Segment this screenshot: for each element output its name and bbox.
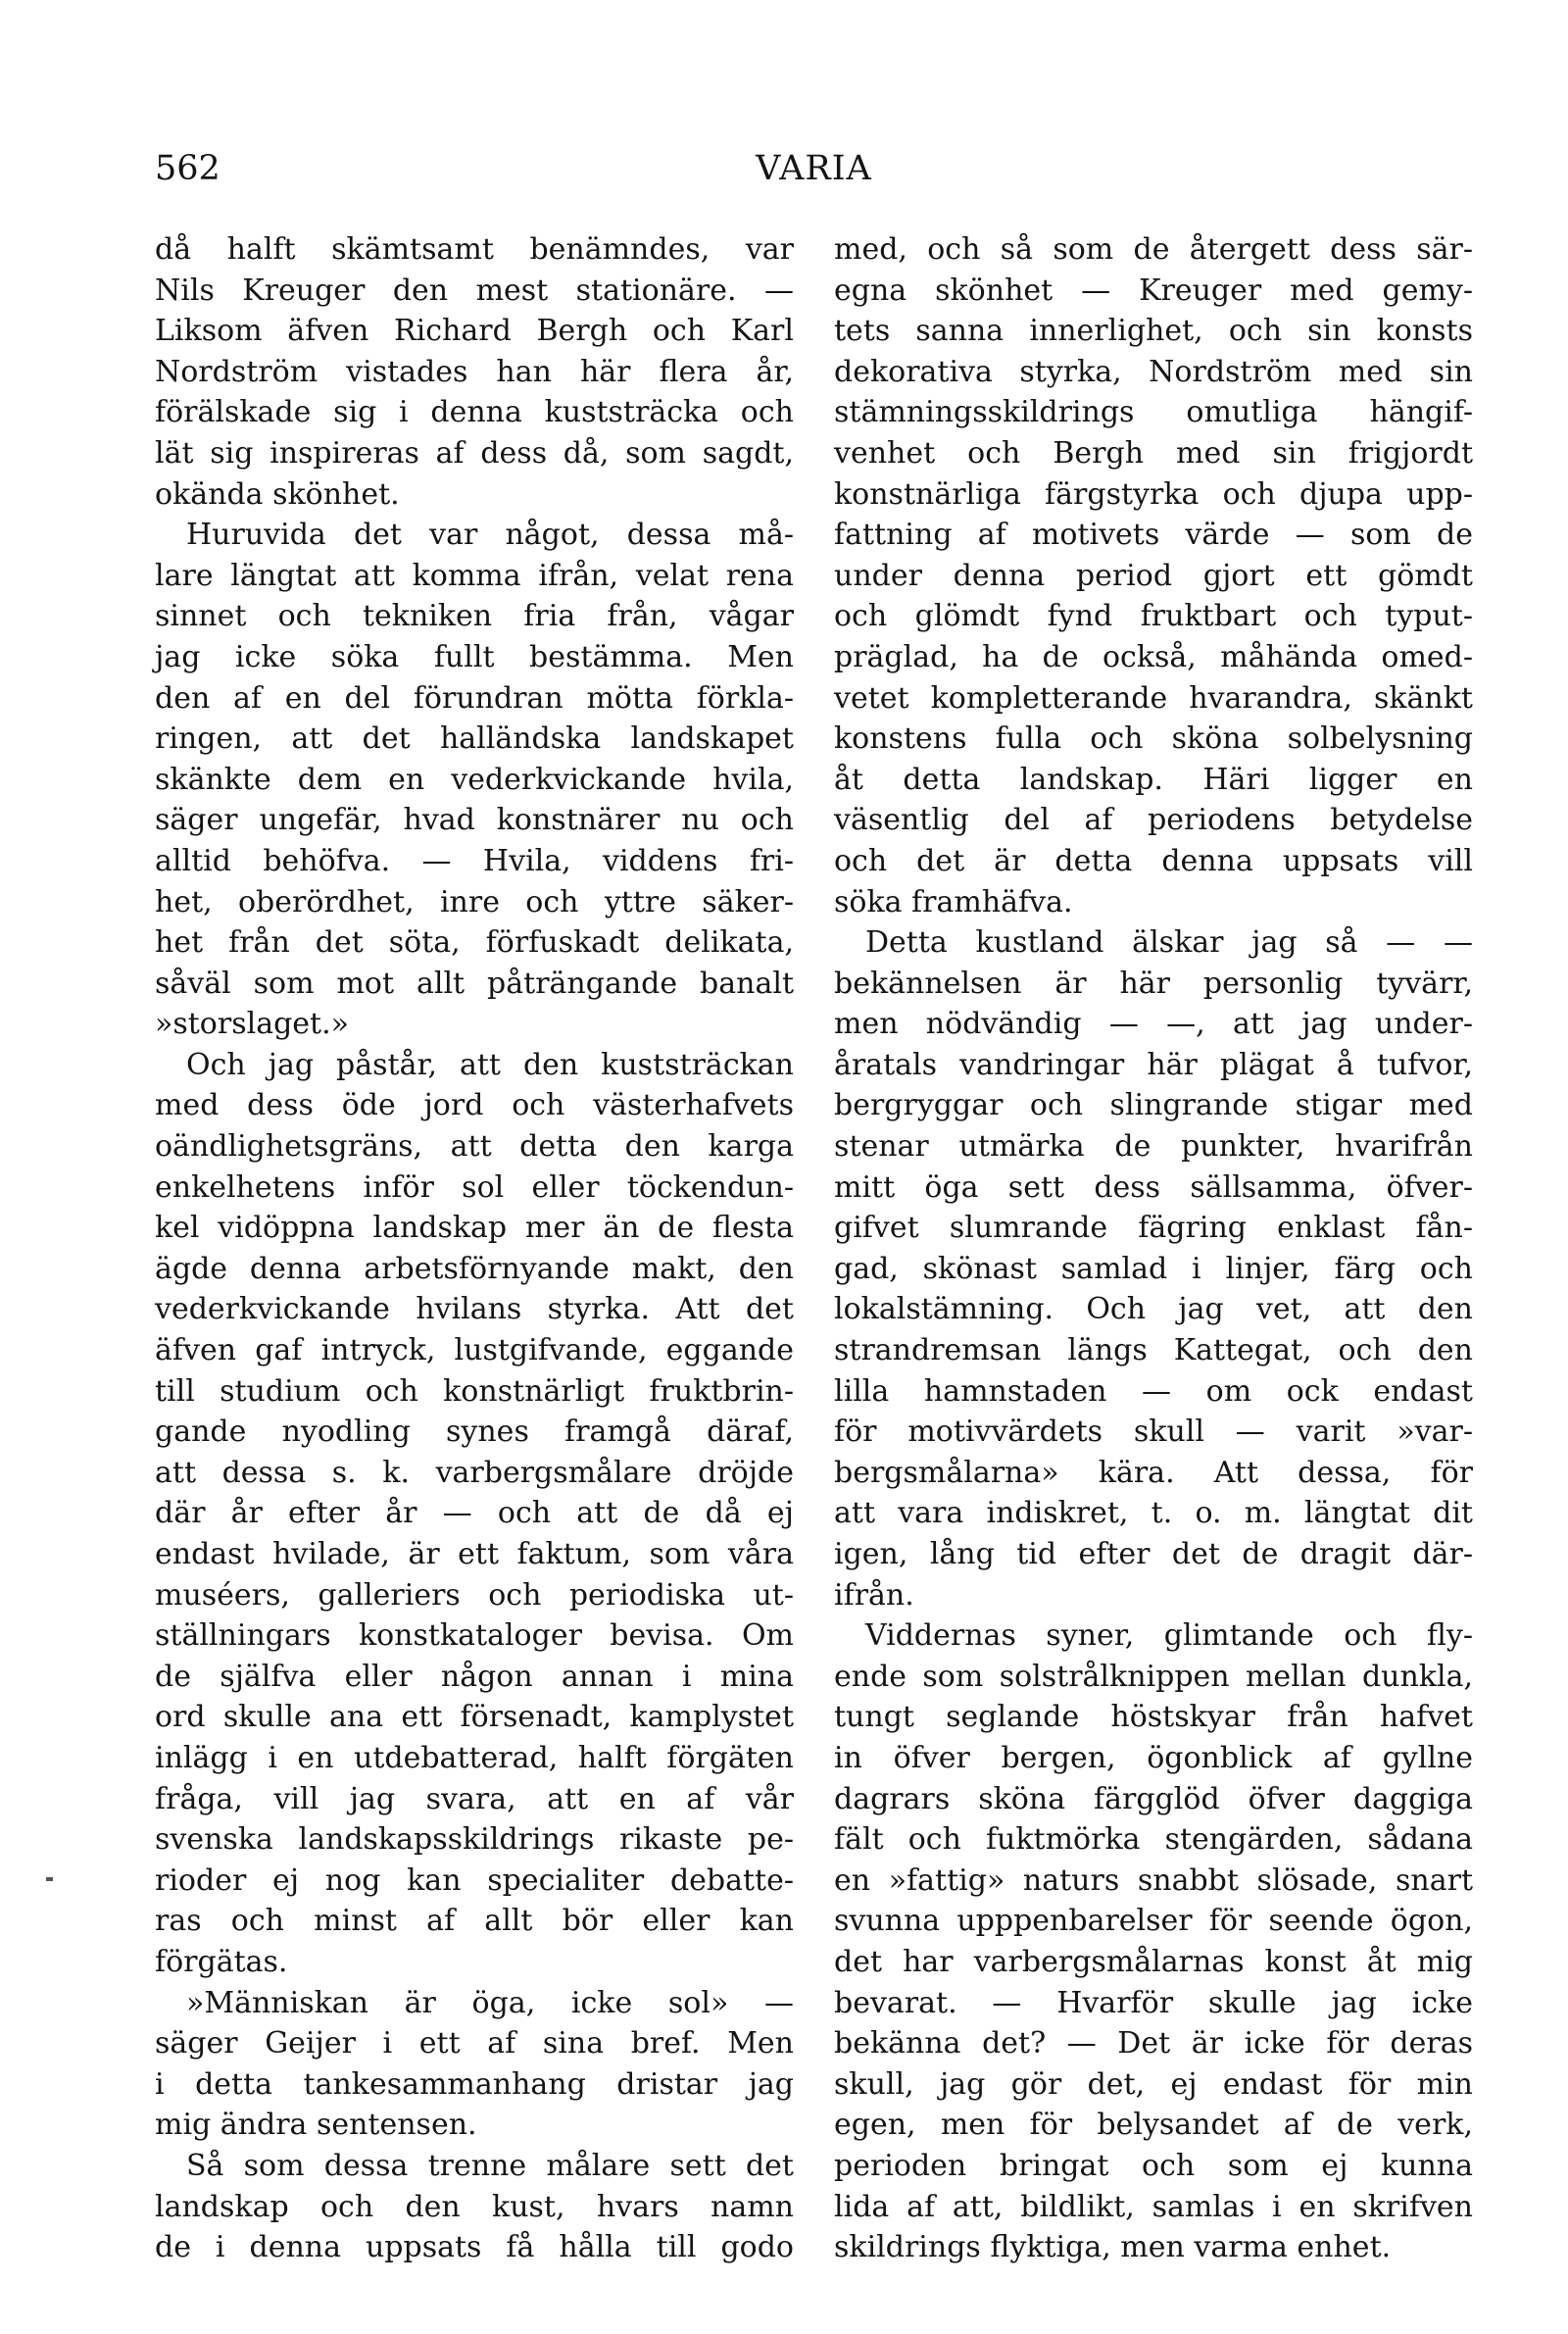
text-line: svunna upppenbarelser för seende ögon, <box>834 1904 1473 1939</box>
text-line: till studium och konstnärligt fruktbrin- <box>155 1373 794 1409</box>
text-line: bergryggar och slingrande stigar med <box>834 1088 1473 1123</box>
text-line: skänkte dem en vederkvickande hvila, <box>155 762 794 797</box>
text-line: dekorativa styrka, Nordström med sin <box>834 354 1473 389</box>
text-line: åratals vandringar här plägat å tufvor, <box>834 1047 1473 1082</box>
text-line: bergsmålarna» kära. Att dessa, för <box>834 1455 1473 1490</box>
text-line: Nils Kreuger den mest stationäre. — <box>155 273 794 308</box>
text-line: mitt öga sett dess sällsamma, öfver- <box>834 1169 1473 1205</box>
text-line: »Människan är öga, icke sol» — <box>186 1985 794 2020</box>
text-line: säger Geijer i ett af sina bref. Men <box>155 2026 794 2061</box>
text-line: ord skulle ana ett försenadt, kamplystet <box>155 1700 794 1735</box>
text-line: vetet kompletterande hvarandra, skänkt <box>834 680 1473 716</box>
text-line: muséers, galleriers och periodiska ut- <box>155 1577 794 1613</box>
text-line: konstnärliga färgstyrka och djupa upp- <box>834 476 1473 512</box>
text-line: i detta tankesammanhang dristar jag <box>155 2066 794 2102</box>
text-line: stämningsskildrings omutliga hängif- <box>834 395 1473 430</box>
text-line: då halft skämtsamt benämndes, var <box>155 232 794 267</box>
text-line: Så som dessa trenne målare sett det <box>186 2148 794 2183</box>
text-line: en »fattig» naturs snabbt slösade, snart <box>834 1862 1473 1898</box>
text-line: söka framhäfva. <box>834 884 1073 919</box>
text-line: landskap och den kust, hvars namn <box>155 2189 794 2224</box>
text-line: ställningars konstkataloger bevisa. Om <box>155 1618 794 1654</box>
text-line: väsentlig del af periodens betydelse <box>834 803 1473 838</box>
text-line: för motivvärdets skull — varit »var- <box>834 1415 1473 1450</box>
text-line: förgätas. <box>155 1944 288 1979</box>
text-line: Viddernas syner, glimtande och fly- <box>865 1618 1473 1654</box>
text-line: förälskade sig i denna kuststräcka och <box>155 395 794 430</box>
text-line: det har varbergsmålarnas konst åt mig <box>834 1944 1473 1979</box>
page-header <box>155 149 1473 198</box>
running-head: VARIA <box>756 149 872 188</box>
text-line: lare längtat att komma ifrån, velat rena <box>155 558 794 593</box>
text-line: ende som solstrålknippen mellan dunkla, <box>834 1659 1473 1694</box>
text-line: stenar utmärka de punkter, hvarifrån <box>834 1129 1473 1165</box>
text-line: skildrings flyktiga, men varma enhet. <box>834 2230 1392 2265</box>
text-line: Detta kustland älskar jag så — — <box>865 925 1473 961</box>
text-line: alltid behöfva. — Hvila, viddens fri- <box>155 843 794 878</box>
text-column-right <box>834 229 1473 2268</box>
text-line: den af en del förundran mötta förkla- <box>155 680 794 716</box>
text-line: skull, jag gör det, ej endast för min <box>834 2066 1473 2102</box>
text-line: venhet och Bergh med sin frigjordt <box>834 435 1473 471</box>
text-line: de i denna uppsats få hålla till godo <box>155 2230 794 2265</box>
text-line: oändlighetsgräns, att detta den karga <box>155 1129 794 1165</box>
text-line: och glömdt fynd fruktbart och typut- <box>834 599 1473 634</box>
text-line: vederkvickande hvilans styrka. Att det <box>155 1292 794 1327</box>
text-line: såväl som mot allt påträngande banalt <box>155 966 794 1001</box>
text-line: lokalstämning. Och jag vet, att den <box>834 1292 1473 1327</box>
text-line: dagrars sköna färgglöd öfver daggiga <box>834 1781 1473 1816</box>
text-line: egen, men för belysandet af de verk, <box>834 2108 1473 2143</box>
text-line: men nödvändig — —, att jag under- <box>834 1007 1473 1042</box>
text-line: gad, skönast samlad i linjer, färg och <box>834 1251 1473 1286</box>
text-line: med dess öde jord och västerhafvets <box>155 1088 794 1123</box>
text-line: bevarat. — Hvarför skulle jag icke <box>834 1985 1473 2020</box>
text-line: äfven gaf intryck, lustgifvande, eggande <box>155 1333 794 1368</box>
text-line: där år efter år — och att de då ej <box>155 1496 794 1531</box>
text-line: ras och minst af allt bör eller kan <box>155 1904 794 1939</box>
text-line: tungt seglande höstskyar från hafvet <box>834 1700 1473 1735</box>
text-line: mig ändra sentensen. <box>155 2108 477 2143</box>
text-line: att vara indiskret, t. o. m. längtat dit <box>834 1496 1473 1531</box>
text-line: fråga, vill jag svara, att en af vår <box>155 1781 794 1816</box>
text-line: ägde denna arbetsförnyande makt, den <box>155 1251 794 1286</box>
text-line: sinnet och tekniken fria från, vågar <box>155 599 794 634</box>
text-line: säger ungefär, hvad konstnärer nu och <box>155 803 794 838</box>
text-line: endast hvilade, är ett faktum, som våra <box>155 1537 794 1571</box>
text-line: lilla hamnstaden — om ock endast <box>834 1373 1473 1409</box>
text-line: kel vidöppna landskap mer än de flesta <box>155 1211 794 1246</box>
text-line: svenska landskapsskildrings rikaste pe- <box>155 1822 794 1858</box>
text-line: egna skönhet — Kreuger med gemy- <box>834 273 1473 308</box>
text-line: Nordström vistades han här flera år, <box>155 354 794 389</box>
text-line: präglad, ha de också, måhända omed- <box>834 639 1473 674</box>
text-line: fattning af motivets värde — som de <box>834 518 1473 553</box>
text-line: gifvet slumrande fägring enklast fån- <box>834 1211 1473 1246</box>
text-line: perioden bringat och som ej kunna <box>834 2148 1473 2183</box>
text-line: igen, lång tid efter det de dragit där- <box>834 1537 1473 1571</box>
text-line: jag icke söka fullt bestämma. Men <box>155 639 794 674</box>
text-line: bekännelsen är här personlig tyvärr, <box>834 966 1473 1001</box>
text-line: in öfver bergen, ögonblick af gyllne <box>834 1740 1473 1775</box>
text-line: rioder ej nog kan specialiter debatte- <box>155 1862 794 1898</box>
text-line: Liksom äfven Richard Bergh och Karl <box>155 314 794 349</box>
text-line: okända skönhet. <box>155 476 400 512</box>
text-line: bekänna det? — Det är icke för deras <box>834 2026 1473 2061</box>
text-line: strandremsan längs Kattegat, och den <box>834 1333 1473 1368</box>
text-line: med, och så som de återgett dess sär- <box>834 232 1473 267</box>
text-column-left <box>155 229 794 2268</box>
text-line: het från det söta, förfuskadt delikata, <box>155 925 794 961</box>
text-line: Huruvida det var något, dessa må- <box>186 518 794 553</box>
text-line: lät sig inspireras af dess då, som sagdt, <box>155 435 794 471</box>
text-line: åt detta landskap. Häri ligger en <box>834 762 1473 797</box>
margin-mark <box>46 1877 53 1881</box>
text-line: »storslaget.» <box>155 1007 349 1042</box>
text-line: het, oberördhet, inre och yttre säker- <box>155 884 794 919</box>
text-line: Och jag påstår, att den kuststräckan <box>186 1047 794 1082</box>
text-line: under denna period gjort ett gömdt <box>834 558 1473 593</box>
text-line: ifrån. <box>834 1577 914 1613</box>
text-line: fält och fuktmörka stengärden, sådana <box>834 1822 1473 1858</box>
text-line: gande nyodling synes framgå däraf, <box>155 1415 794 1450</box>
text-line: de själfva eller någon annan i mina <box>155 1659 794 1694</box>
text-line: ringen, att det halländska landskapet <box>155 721 794 757</box>
text-line: konstens fulla och sköna solbelysning <box>834 721 1473 757</box>
text-line: lida af att, bildlikt, samlas i en skrifven <box>834 2189 1473 2224</box>
text-line: enkelhetens inför sol eller töckendun- <box>155 1169 794 1205</box>
text-line: att dessa s. k. varbergsmålare dröjde <box>155 1455 794 1490</box>
text-line: tets sanna innerlighet, och sin konsts <box>834 314 1473 349</box>
text-line: inlägg i en utdebatterad, halft förgäten <box>155 1740 794 1775</box>
page-number: 562 <box>155 149 220 188</box>
text-line: och det är detta denna uppsats vill <box>834 843 1473 878</box>
